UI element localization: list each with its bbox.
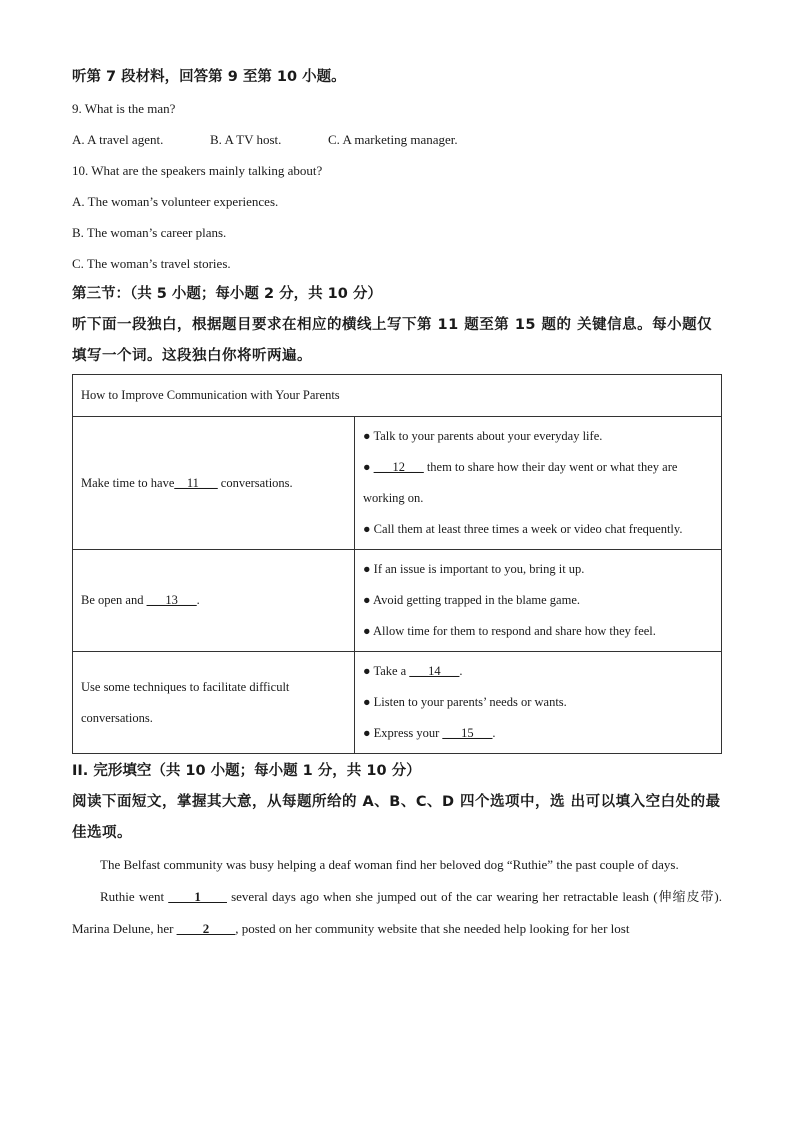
blank-13: ___13___ <box>146 593 197 607</box>
row3-details <box>355 652 722 754</box>
row3-bullet-2: ● Listen to your parents’ needs or wants. <box>363 695 567 709</box>
row1-topic <box>73 417 355 550</box>
row2-bullet-1: ● If an issue is important to you, bring it up. <box>363 562 585 576</box>
cloze-blank-1: ____1____ <box>168 889 227 904</box>
row2-topic <box>73 550 355 652</box>
row3-topic <box>73 652 355 754</box>
q10-question: 10. What are the speakers mainly talking about? <box>72 163 323 178</box>
section7-heading: 听第 7 段材料，回答第 9 至第 10 小题。 <box>72 69 346 85</box>
row3-bullet-3-end: . <box>492 726 496 740</box>
bullet-mark: ● <box>363 460 374 474</box>
row1-bullet-1: ● Talk to your parents about your everyday life. <box>363 429 603 443</box>
q9-options <box>72 124 722 155</box>
blank-14: ___14___ <box>409 664 460 678</box>
table-row <box>73 550 722 652</box>
blank-12: ___12___ <box>373 460 424 474</box>
section3-heading: 第三节：（共 5 小题；每小题 2 分，共 10 分） <box>72 286 382 302</box>
part2-instruction: 阅读下面短文，掌握其大意，从每题所给的 A、B、C、D 四个选项中，选 出可以填入空白处的最佳选项。 <box>72 794 721 841</box>
row3-bullet-3-text: ● Express your <box>363 726 443 740</box>
row2-bullet-2: ● Avoid getting trapped in the blame game. <box>363 593 580 607</box>
row2-bullet-3: ● Allow time for them to respond and share how they feel. <box>363 624 656 638</box>
row1-topic-text: Make time to have <box>81 475 175 490</box>
table-row <box>73 417 722 550</box>
row1-topic-text-end: conversations. <box>217 475 293 490</box>
row3-bullet-3 <box>363 718 713 749</box>
row2-topic-text-end: . <box>196 593 200 607</box>
exam-page <box>72 62 722 945</box>
info-table <box>72 374 722 754</box>
blank-11: __11___ <box>174 475 218 490</box>
passage-text-end: , posted on her community website that she needed help looking for her lost <box>235 921 630 936</box>
passage-text: Ruthie went <box>100 889 169 904</box>
passage-paragraph-2 <box>72 881 722 945</box>
row3-bullet-1 <box>363 656 713 687</box>
row2-details <box>355 550 722 652</box>
q9-option-b: B. A TV host. <box>210 132 282 147</box>
table-row <box>73 652 722 754</box>
row3-topic-text: Use some techniques to facilitate difficult conversations. <box>81 679 290 725</box>
q10-option-c: C. The woman’s travel stories. <box>72 256 231 271</box>
section3-instruction: 听下面一段独白，根据题目要求在相应的横线上写下第 11 题至第 15 题的 关键信息。每小题仅填写一个词。这段独白你将听两遍。 <box>72 317 713 364</box>
row1-bullet-2-text: them to share how their day went or what they are working on. <box>363 460 678 505</box>
row3-bullet-1-end: . <box>459 664 463 678</box>
q10-option-b: B. The woman’s career plans. <box>72 225 227 240</box>
q9-question: 9. What is the man? <box>72 101 176 116</box>
q9-option-a: A. A travel agent. <box>72 132 164 147</box>
row1-bullet-2 <box>363 452 713 514</box>
table-title: How to Improve Communication with Your Parents <box>73 375 722 417</box>
cloze-blank-2: ____2____ <box>176 921 236 936</box>
row1-details <box>355 417 722 550</box>
blank-15: ___15___ <box>442 726 493 740</box>
row3-bullet-1-text: ● Take a <box>363 664 410 678</box>
passage-text-mid: several days ago when she jumped out of the car wearing her retractable leash (伸缩皮带). Marina Delune, her <box>72 889 722 936</box>
q9-option-c: C. A marketing manager. <box>328 132 458 147</box>
q10-option-a: A. The woman’s volunteer experiences. <box>72 194 279 209</box>
row2-topic-text: Be open and <box>81 593 147 607</box>
passage-paragraph-1: The Belfast community was busy helping a deaf woman find her beloved dog “Ruthie” the past couple of days. <box>100 857 679 872</box>
row1-bullet-3: ● Call them at least three times a week or video chat frequently. <box>363 522 683 536</box>
part2-heading: II. 完形填空（共 10 小题；每小题 1 分，共 10 分） <box>72 763 421 779</box>
